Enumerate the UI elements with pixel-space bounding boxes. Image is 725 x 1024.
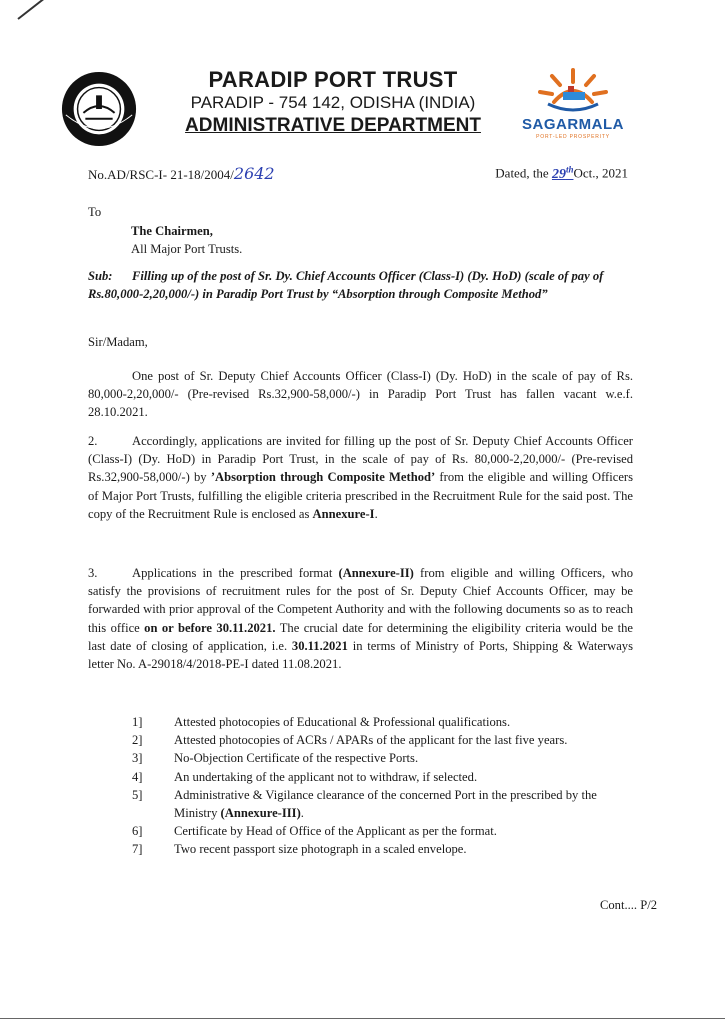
subject-text: Filling up of the post of Sr. Dy. Chief Accounts Officer (Class-I) (Dy. HoD) (scale of pay of Rs.80,000-2,20,000/-) in Paradip Port Trust by “Absorption through Composite Method” xyxy=(88,269,604,301)
addressee-name: The Chairmen, xyxy=(131,224,213,238)
paragraph-text: . xyxy=(374,506,378,521)
paragraph-text: Accordingly, applications are invited for filling up the post of Sr. Deputy Chief Accounts Officer (Class-I) (Dy. HoD) in Paradip Port Trust, in the scale of pay of Rs. 80,000-2,20,000/- (Pre-revised Rs.32,900-58,000/-) by xyxy=(88,434,633,485)
sagarmala-brand-name: SAGARMALA xyxy=(522,116,624,133)
list-item xyxy=(132,822,637,840)
sagarmala-logo xyxy=(508,66,638,146)
dated-label: Dated, the xyxy=(495,165,549,181)
annexure-2-reference: (Annexure-II) xyxy=(338,566,414,580)
list-item-number: 3] xyxy=(132,751,143,766)
list-item xyxy=(132,749,637,767)
paragraph-text: The crucial date for determining the eligibility criteria would be the last date of closing of application, i.e. xyxy=(88,620,633,653)
month-year: Oct., 2021 xyxy=(573,165,628,181)
list-item-number: 1] xyxy=(132,715,143,729)
sagarmala-tagline: PORT-LED PROSPERITY xyxy=(536,134,610,140)
department-name: ADMINISTRATIVE DEPARTMENT xyxy=(185,115,481,136)
list-item-text: Two recent passport size photograph in a scaled envelope. xyxy=(174,842,467,857)
to-label: To xyxy=(88,205,102,219)
addressee-line: All Major Port Trusts. xyxy=(131,242,243,256)
list-item xyxy=(132,840,637,858)
paragraph-text: in terms of Ministry of Ports, Shipping & Waterways letter No. A-29018/4/2018-PE-I dated 11.08.2021. xyxy=(88,638,633,672)
paragraph-1: One post of Sr. Deputy Chief Accounts Officer (Class-I) (Dy. HoD) in the scale of pay of Rs. 80,000-2,20,000/- (Pre-revised Rs.32,900-58,000/-) in Paradip Port Trust has fallen vacant w.e.f. 28.10.2021. xyxy=(88,369,633,420)
annexure-1-reference: Annexure-I xyxy=(312,506,375,521)
salutation: Sir/Madam, xyxy=(88,335,148,349)
list-item-number: 7] xyxy=(132,842,143,857)
subject-label: Sub: xyxy=(88,269,113,283)
list-item-number: 6] xyxy=(132,824,143,839)
organization-address: PARADIP - 754 142, ODISHA (INDIA) xyxy=(190,93,476,112)
paragraph-number: 2. xyxy=(88,434,98,448)
list-item-number: 4] xyxy=(132,769,143,784)
list-item-text: Attested photocopies of Educational & Professional qualifications. xyxy=(174,715,511,729)
deadline-emphasis: on or before 30.11.2021. xyxy=(144,620,276,635)
paragraph-3 xyxy=(88,564,633,673)
list-item-text: No-Objection Certificate of the respective Ports. xyxy=(174,751,419,766)
letter-date xyxy=(495,164,628,183)
handwritten-day xyxy=(551,164,574,182)
list-item-text: Administrative & Vigilance clearance of the concerned Port in the prescribed by the Ministry (Annexure-III). xyxy=(174,787,597,821)
closing-date: 30.11.2021 xyxy=(291,638,348,653)
pen-mark xyxy=(17,0,45,20)
paragraph-number: 3. xyxy=(88,566,98,580)
list-item xyxy=(132,768,637,786)
reference-number-printed: No.AD/RSC-I- 21-18/2004/ xyxy=(88,167,234,182)
list-item-number: 2] xyxy=(132,733,143,748)
day-suffix: th xyxy=(565,164,574,174)
day-value: 29 xyxy=(551,166,566,182)
paragraph-text: from the eligible and willing Officers of Major Port Trusts, fulfilling the eligible criteria prescribed in the Recruitment Rule for the said post. The copy of the Recruitment Rule is enclosed as xyxy=(88,470,633,521)
paragraph-text: from eligible and willing Officers, who satisfy the provisions of recruitment rules for the post of Sr. Deputy Chief Accounts Officer, may be forwarded with prior approval of the Competent Authority and with the following documents so as to reach this office xyxy=(88,566,633,635)
page-edge-divider xyxy=(0,1018,725,1019)
subject xyxy=(88,267,633,303)
paragraph-2 xyxy=(88,432,633,523)
list-item-text: Attested photocopies of ACRs / APARs of the applicant for the last five years. xyxy=(174,733,568,748)
list-item-text: Certificate by Head of Office of the Applicant as per the format. xyxy=(174,824,497,839)
letterhead xyxy=(168,68,498,138)
paragraph-text: Applications in the prescribed format xyxy=(132,566,339,580)
method-emphasis: ’Absorption through Composite Method’ xyxy=(210,470,436,485)
documents-list xyxy=(132,713,637,859)
port-trust-seal-icon xyxy=(60,70,138,148)
reference-number xyxy=(88,164,275,183)
handwritten-reference: 2642 xyxy=(233,164,275,183)
list-item xyxy=(132,713,637,731)
list-item-text: An undertaking of the applicant not to withdraw, if selected. xyxy=(174,769,478,784)
continuation-note: Cont.... P/2 xyxy=(599,898,657,912)
list-item xyxy=(132,786,637,822)
list-item xyxy=(132,731,637,749)
list-item-number: 5] xyxy=(132,787,143,802)
organization-name: PARADIP PORT TRUST xyxy=(208,67,458,92)
ship-wheel-icon xyxy=(508,66,638,116)
addressee xyxy=(131,222,242,258)
